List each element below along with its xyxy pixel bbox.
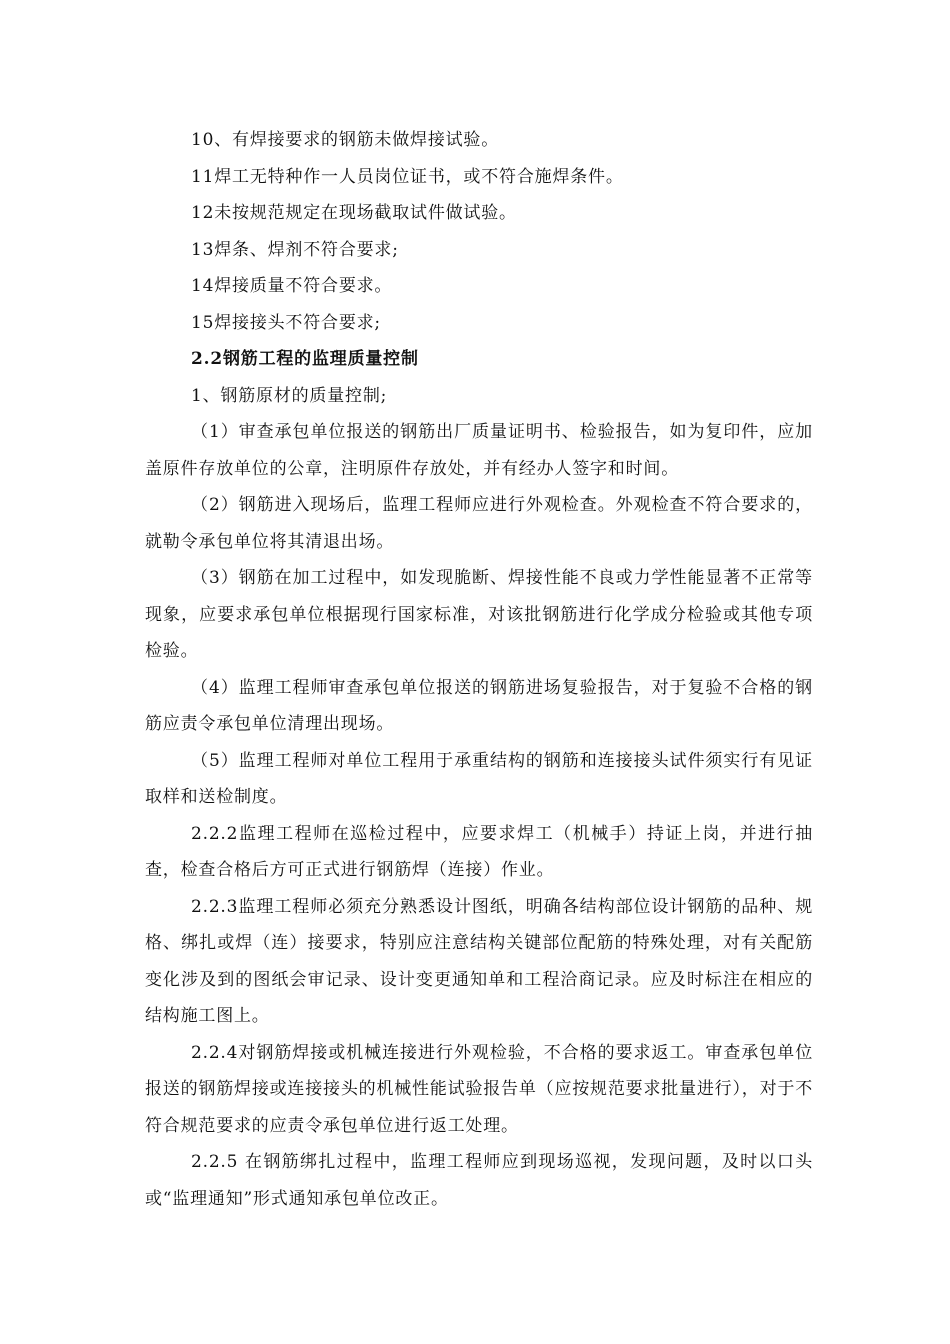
list-item: 11焊工无特种作一人员岗位证书，或不符合施焊条件。 — [191, 166, 624, 187]
paragraph: （5）监理工程师对单位工程用于承重结构的钢筋和连接接头试件须实行有见证取样和送检制度。 — [145, 750, 813, 807]
list-item: 12未按规范规定在现场截取试件做试验。 — [191, 203, 517, 223]
paragraph: （3）钢筋在加工过程中，如发现脆断、焊接性能不良或力学性能显著不正常等现象，应要求承包单位根据现行国家标准，对该批钢筋进行化学成分检验或其他专项检验。 — [145, 568, 813, 661]
paragraph: 2.2.4对钢筋焊接或机械连接进行外观检验，不合格的要求返工。审查承包单位报送的钢筋焊接或连接接头的机械性能试验报告单（应按规范要求批量进行），对于不符合规范要求的应责令承包单位进行返工处理。 — [145, 1042, 813, 1136]
list-item: 10、有焊接要求的钢筋未做焊接试验。 — [191, 130, 500, 150]
paragraph: （1）审查承包单位报送的钢筋出厂质量证明书、检验报告，如为复印件，应加盖原件存放单位的公章，注明原件存放处，并有经办人签字和时间。 — [145, 422, 813, 479]
list-item: 14焊接质量不符合要求。 — [191, 276, 393, 296]
list-item: 15焊接接头不符合要求; — [191, 312, 381, 333]
paragraph: 2.2.3监理工程师必须充分熟悉设计图纸，明确各结构部位设计钢筋的品种、规格、绑扎或焊（连）接要求，特别应注意结构关键部位配筋的特殊处理，对有关配筋变化涉及到的图纸会审记录、设计变更通知单和工程洽商记录。应及时标注在相应的结构施工图上。 — [145, 896, 813, 1026]
document-body — [145, 122, 813, 1217]
paragraph: （4）监理工程师审查承包单位报送的钢筋进场复验报告，对于复验不合格的钢筋应责令承包单位清理出现场。 — [145, 677, 813, 734]
subsection-title: 1、钢筋原材的质量控制; — [191, 385, 388, 406]
paragraph: （2）钢筋进入现场后，监理工程师应进行外观检查。外观检查不符合要求的，就勒令承包单位将其清退出场。 — [145, 495, 813, 552]
section-heading: 2.2钢筋工程的监理质量控制 — [191, 349, 419, 369]
list-item: 13焊条、焊剂不符合要求; — [191, 239, 399, 260]
paragraph: 2.2.2监理工程师在巡检过程中，应要求焊工（机械手）持证上岗，并进行抽查，检查合格后方可正式进行钢筋焊（连接）作业。 — [145, 823, 813, 880]
paragraph: 2.2.5 在钢筋绑扎过程中，监理工程师应到现场巡视，发现问题，及时以口头或“监理通知”形式通知承包单位改正。 — [145, 1152, 813, 1209]
